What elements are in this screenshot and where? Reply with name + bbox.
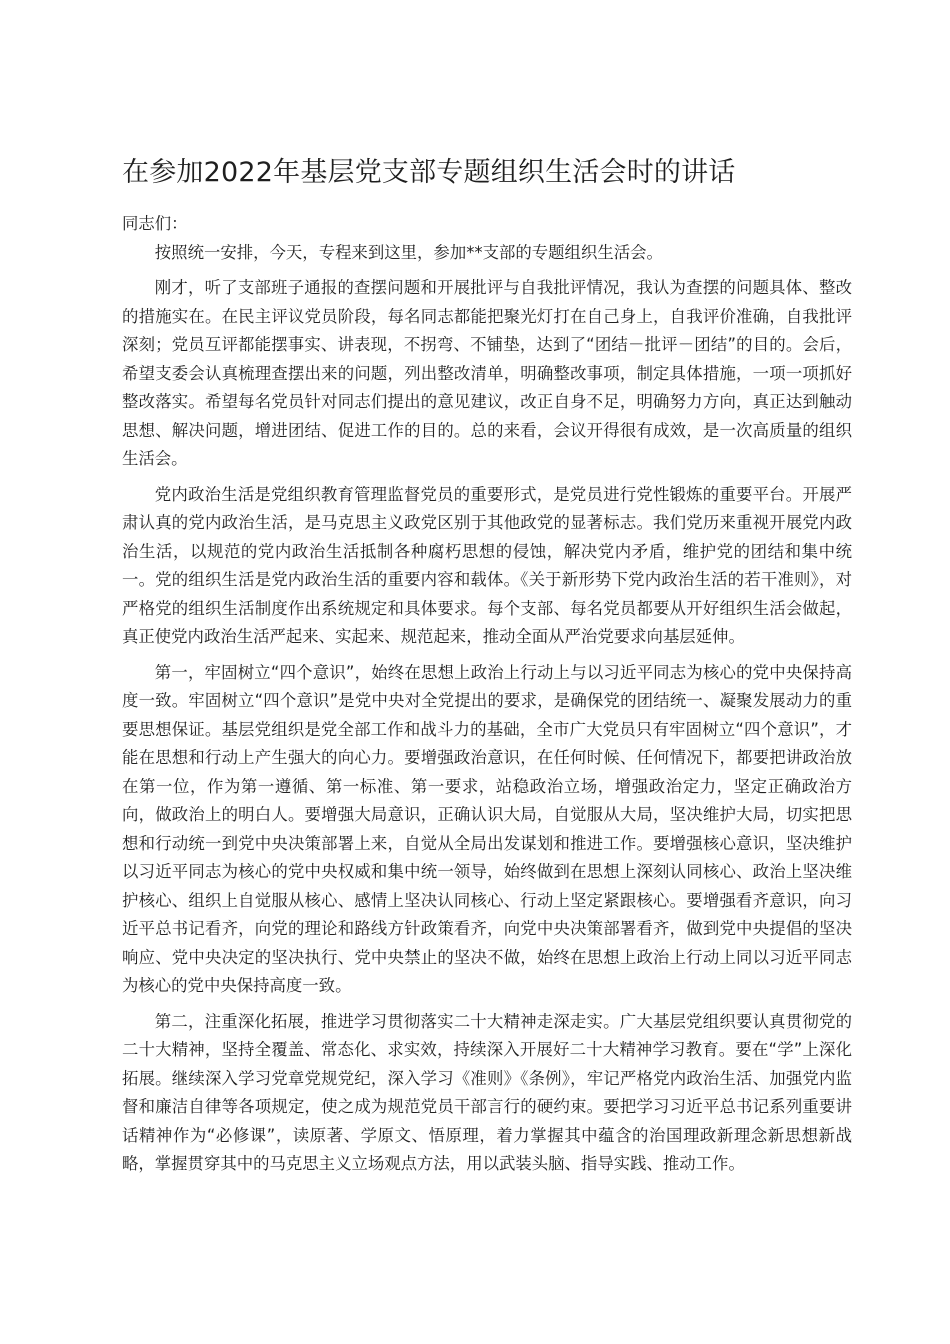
salutation: 同志们： (122, 214, 188, 233)
document-page (122, 150, 852, 1186)
paragraph-point-two: 第二，注重深化拓展，推进学习贯彻落实二十大精神走深走实。广大基层党组织要认真贯彻党的二十大精神，坚持全覆盖、常态化、求实效，持续深入开展好二十大精神学习教育。要在“学”上深化拓展。继续深入学习党章党规党纪，深入学习《准则》《条例》，牢记严格党内政治生活、加强党内监督和廉洁自律等各项规定，使之成为规范党员干部言行的硬约束。要把学习习近平总书记系列重要讲话精神作为“必修课”，读原著、学原文、悟原理，着力掌握其中蕴含的治国理政新理念新思想新战略，掌握贯穿其中的马克思主义立场观点方法，用以武装头脑、指导实践、推动工作。 (122, 1011, 852, 1173)
paragraph-intro: 按照统一安排，今天，专程来到这里，参加**支部的专题组织生活会。 (154, 242, 663, 262)
paragraph-political-life: 党内政治生活是党组织教育管理监督党员的重要形式，是党员进行党性锻炼的重要平台。开展严肃认真的党内政治生活，是马克思主义政党区别于其他政党的显著标志。我们党历来重视开展党内政治生活，以规范的党内政治生活抵制各种腐朽思想的侵蚀，解决党内矛盾，维护党的团结和集中统一。党的组织生活是党内政治生活的重要内容和载体。《关于新形势下党内政治生活的若干准则》，对严格党的组织生活制度作出系统规定和具体要求。每个支部、每名党员都要从开好组织生活会做起，真正使党内政治生活严起来、实起来、规范起来，推动全面从严治党要求向基层延伸。 (122, 484, 852, 646)
document-title: 在参加2022年基层党支部专题组织生活会时的讲话 (122, 157, 736, 188)
paragraph-meeting-review: 刚才，听了支部班子通报的查摆问题和开展批评与自我批评情况，我认为查摆的问题具体、整改的措施实在。在民主评议党员阶段，每名同志都能把聚光灯打在自己身上，自我评价准确，自我批评深刻；党员互评都能摆事实、讲表现，不拐弯、不铺垫，达到了“团结－批评－团结”的目的。会后，希望支委会认真梳理查摆出来的问题，列出整改清单，明确整改事项，制定具体措施，一项一项抓好整改落实。希望每名党员针对同志们提出的意见建议，改正自身不足，明确努力方向，真正达到触动思想、解决问题，增进团结、促进工作的目的。总的来看，会议开得很有成效，是一次高质量的组织生活会。 (122, 278, 852, 468)
paragraph-point-one: 第一，牢固树立“四个意识”，始终在思想上政治上行动上与以习近平同志为核心的党中央保持高度一致。牢固树立“四个意识”是党中央对全党提出的要求，是确保党的团结统一、凝聚发展动力的重要思想保证。基层党组织是党全部工作和战斗力的基础，全市广大党员只有牢固树立“四个意识”，才能在思想和行动上产生强大的向心力。要增强政治意识，在任何时候、任何情况下，都要把讲政治放在第一位，作为第一遵循、第一标准、第一要求，站稳政治立场，增强政治定力，坚定正确政治方向，做政治上的明白人。要增强大局意识，正确认识大局，自觉服从大局，坚决维护大局，切实把思想和行动统一到党中央决策部署上来，自觉从全局出发谋划和推进工作。要增强核心意识，坚决维护以习近平同志为核心的党中央权威和集中统一领导，始终做到在思想上深刻认同核心、政治上坚决维护核心、组织上自觉服从核心、感情上坚决认同核心、行动上坚定紧跟核心。要增强看齐意识，向习近平总书记看齐，向党的理论和路线方针政策看齐，向党中央决策部署看齐，做到党中央提倡的坚决响应、党中央决定的坚决执行、党中央禁止的坚决不做，始终在思想上政治上行动上同以习近平同志为核心的党中央保持高度一致。 (122, 662, 852, 995)
